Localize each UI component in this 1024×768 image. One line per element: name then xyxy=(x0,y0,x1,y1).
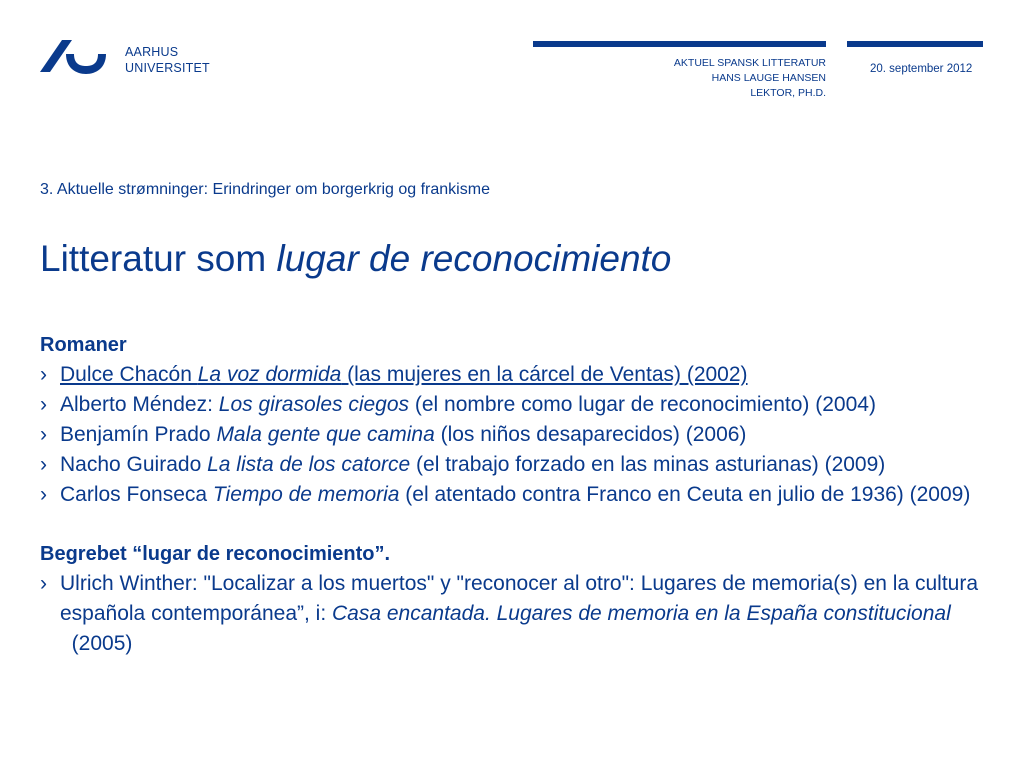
slide-subtitle: 3. Aktuelle strømninger: Erindringer om borgerkrig og frankisme xyxy=(40,181,490,198)
course-title: AKTUEL SPANSK LITTERATUR xyxy=(673,57,826,69)
novel-details: (los niños desaparecidos) (2006) xyxy=(434,423,747,446)
slide-content xyxy=(40,330,990,659)
novel-author: Alberto Méndez: xyxy=(60,393,219,416)
novel-author: Nacho Guirado xyxy=(60,453,208,476)
novel-item xyxy=(40,450,990,480)
bullet-icon: › xyxy=(40,572,47,595)
concept-reference: Ulrich Winther: "Localizar a los muertos" y "reconocer al otro": Lugares de memoria(s) en la cultura española contemporánea”, i: xyxy=(60,572,979,625)
bullet-icon: › xyxy=(40,393,47,416)
novel-work: La voz dormida xyxy=(197,363,342,386)
novel-details: (el atentado contra Franco en Ceuta en julio de 1936) (2009) xyxy=(399,483,971,506)
concept-year: (2005) xyxy=(60,632,133,655)
novel-work: La lista de los catorce xyxy=(207,453,411,476)
novel-work: Mala gente que camina xyxy=(216,423,435,446)
concept-item xyxy=(40,569,990,659)
concept-list xyxy=(40,569,990,659)
slide-title xyxy=(40,238,671,280)
course-info xyxy=(674,56,826,101)
lecturer-title: LEKTOR, PH.D. xyxy=(750,87,826,99)
novels-heading: Romaner xyxy=(40,334,127,356)
bullet-icon: › xyxy=(40,363,47,386)
section-spacer xyxy=(40,510,990,539)
slide-title-italic: lugar de reconocimiento xyxy=(276,238,672,279)
bullet-icon: › xyxy=(40,483,47,506)
novel-details: (el trabajo forzado en las minas asturianas) (2009) xyxy=(410,453,886,476)
novel-work: Los girasoles ciegos xyxy=(218,393,410,416)
concept-book-title: Casa encantada. Lugares de memoria en la España constitucional xyxy=(332,602,951,625)
novel-author: Carlos Fonseca xyxy=(60,483,213,506)
header-bar-course xyxy=(533,41,826,47)
novel-details: (las mujeres en la cárcel de Ventas) (2002) xyxy=(341,363,748,386)
novel-link[interactable] xyxy=(60,363,748,386)
bullet-icon: › xyxy=(40,453,47,476)
aarhus-university-logo-icon xyxy=(40,40,106,74)
novel-details: (el nombre como lugar de reconocimiento) (2004) xyxy=(409,393,876,416)
novel-item xyxy=(40,480,990,510)
slide-date: 20. september 2012 xyxy=(870,63,973,75)
novel-item xyxy=(40,390,990,420)
novel-author: Benjamín Prado xyxy=(60,423,217,446)
university-name-line2: UNIVERSITET xyxy=(125,61,210,75)
novel-item[interactable] xyxy=(40,360,990,390)
header-bar-date xyxy=(847,41,983,47)
novel-item xyxy=(40,420,990,450)
lecturer-name: HANS LAUGE HANSEN xyxy=(711,72,826,84)
concept-heading: Begrebet “lugar de reconocimiento”. xyxy=(40,543,391,565)
novel-author: Dulce Chacón xyxy=(60,363,198,386)
university-name-line1: AARHUS xyxy=(125,45,179,59)
slide-title-plain: Litteratur som xyxy=(40,238,277,279)
novel-work: Tiempo de memoria xyxy=(212,483,400,506)
bullet-icon: › xyxy=(40,423,47,446)
novels-list xyxy=(40,360,990,510)
university-name xyxy=(125,44,210,76)
